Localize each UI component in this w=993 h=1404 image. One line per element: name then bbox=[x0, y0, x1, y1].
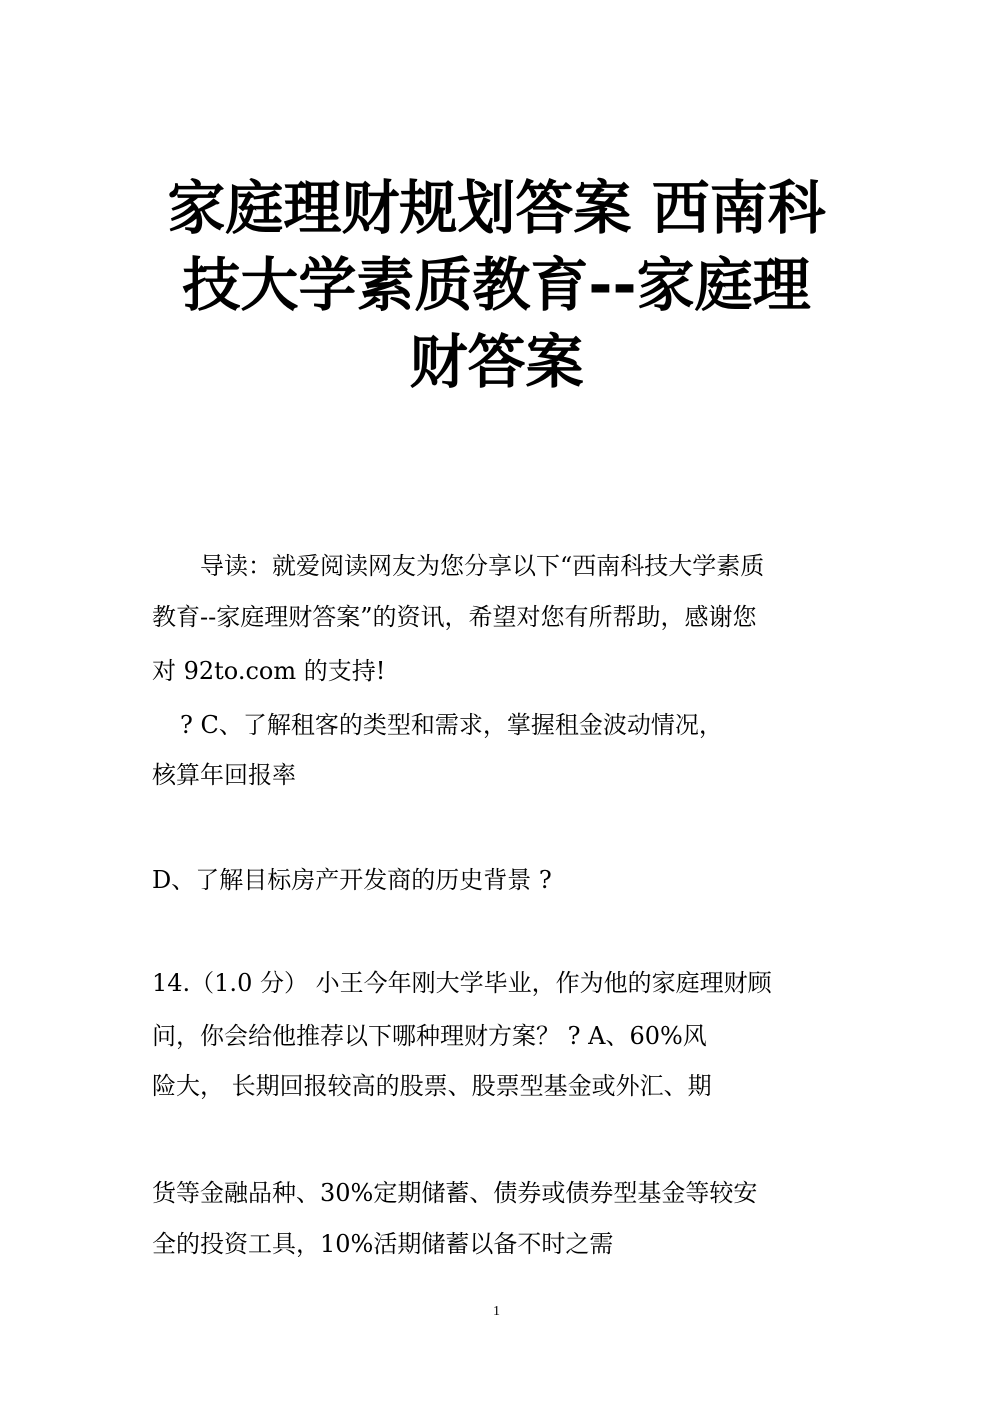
question-line-3: 险大， 长期回报较高的股票、股票型基金或外汇、期 bbox=[152, 1072, 712, 1100]
question-line-2: 问，你会给他推荐以下哪种理财方案？ ? A、60%风 bbox=[152, 1022, 707, 1050]
option-d-line: D、了解目标房产开发商的历史背景 ? bbox=[152, 866, 552, 894]
answer-line-1: 货等金融品种、30%定期储蓄、债券或债券型基金等较安 bbox=[152, 1179, 758, 1207]
option-c-line-2: 核算年回报率 bbox=[152, 761, 296, 789]
question-line-1: 14.（1.0 分） 小王今年刚大学毕业，作为他的家庭理财顾 bbox=[152, 969, 772, 997]
title-line-3: 财答案 bbox=[409, 328, 584, 396]
document-title bbox=[130, 170, 863, 401]
intro-line-2: 教育--家庭理财答案”的资讯，希望对您有所帮助，感谢您 bbox=[152, 603, 757, 631]
title-line-2: 技大学素质教育--家庭理 bbox=[182, 251, 811, 319]
intro-line-3: 对 92to.com 的支持! bbox=[152, 657, 386, 685]
option-c-line-1: ? C、了解租客的类型和需求，掌握租金波动情况， bbox=[180, 711, 723, 739]
intro-line-1: 导读：就爱阅读网友为您分享以下“西南科技大学素质 bbox=[200, 552, 765, 580]
answer-line-2: 全的投资工具，10%活期储蓄以备不时之需 bbox=[152, 1230, 614, 1258]
title-line-1: 家庭理财规划答案 西南科 bbox=[167, 174, 826, 242]
page-number: 1 bbox=[493, 1304, 500, 1319]
